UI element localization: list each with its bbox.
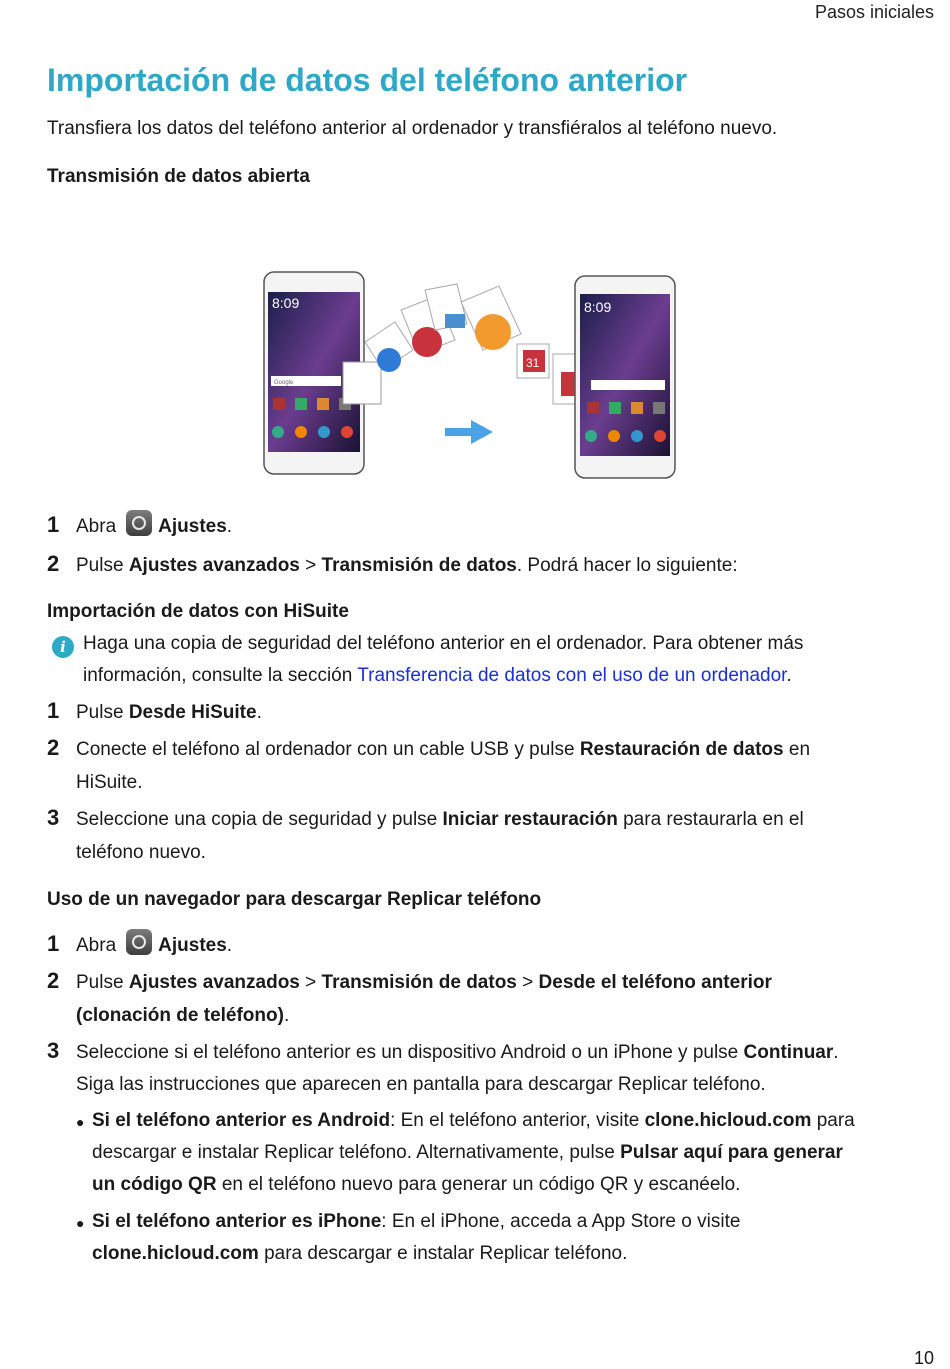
step-number: 2	[47, 551, 60, 576]
hisuite-step-3: Seleccione una copia de seguridad y pulse Iniciar restauración para restaurarla en el	[76, 809, 804, 830]
browser-step-2: Pulse Ajustes avanzados > Transmisión de datos > Desde el teléfono anterior	[76, 972, 772, 993]
settings-gear-icon	[126, 929, 152, 955]
bullet-iphone-line-2: clone.hicloud.com para descargar e instalar Replicar teléfono.	[92, 1243, 628, 1264]
browser-step-1: Abra Ajustes.	[76, 929, 232, 962]
page-title: Importación de datos del teléfono anterior	[47, 62, 688, 98]
calendar-day: 31	[526, 356, 540, 370]
info-icon: i	[52, 636, 74, 658]
settings-gear-icon	[126, 510, 152, 536]
browser-step-3: Seleccione si el teléfono anterior es un dispositivo Android o un iPhone y pulse Continuar.	[76, 1042, 839, 1063]
browser-step-2-cont: (clonación de teléfono).	[76, 1005, 290, 1026]
page-number: 10	[913, 1348, 934, 1368]
transfer-arrow-icon	[445, 420, 493, 444]
browser-step-3-cont: Siga las instrucciones que aparecen en pantalla para descargar Replicar teléfono.	[76, 1074, 766, 1095]
note-line-2: información, consulte la sección Transferencia de datos con el uso de un ordenador.	[83, 665, 792, 686]
bullet-android-line-3: un código QR en el teléfono nuevo para generar un código QR y escanéelo.	[92, 1174, 741, 1195]
bullet-dot: ●	[76, 1215, 85, 1231]
section-heading-open-transfer: Transmisión de datos abierta	[47, 166, 310, 187]
hisuite-step-2-cont: HiSuite.	[76, 772, 143, 793]
transfer-files-icon	[343, 284, 595, 404]
step-number: 2	[47, 968, 60, 993]
old-phone-clock: 8:09	[272, 295, 300, 311]
step-number: 3	[47, 805, 60, 830]
section-heading-browser: Uso de un navegador para descargar Replicar teléfono	[47, 889, 542, 910]
new-phone-icon	[575, 276, 675, 478]
bullet-iphone-line-1: Si el teléfono anterior es iPhone: En el iPhone, acceda a App Store o visite	[92, 1211, 741, 1232]
step-advanced-settings: Pulse Ajustes avanzados > Transmisión de datos. Podrá hacer lo siguiente:	[76, 555, 738, 576]
step-number: 3	[47, 1038, 60, 1063]
new-phone-clock: 8:09	[584, 299, 612, 315]
step-number: 2	[47, 735, 60, 760]
step-number: 1	[47, 698, 60, 723]
bullet-android-line-1: Si el teléfono anterior es Android: En el teléfono anterior, visite clone.hicloud.com para	[92, 1110, 855, 1131]
section-heading-hisuite: Importación de datos con HiSuite	[47, 601, 349, 622]
step-number: 1	[47, 512, 60, 537]
svg-text:Google: Google	[274, 380, 294, 386]
step-open-settings: Abra Ajustes.	[76, 510, 232, 543]
intro-paragraph: Transfiera los datos del teléfono anterior al ordenador y transfiéralos al teléfono nuevo.	[47, 118, 778, 139]
bullet-dot: ●	[76, 1114, 85, 1130]
step-number: 1	[47, 931, 60, 956]
bullet-android-line-2: descargar e instalar Replicar teléfono. Alternativamente, pulse Pulsar aquí para generar	[92, 1142, 843, 1163]
transfer-computer-link[interactable]: Transferencia de datos con el uso de un ordenador	[357, 665, 787, 686]
note-line-1: Haga una copia de seguridad del teléfono anterior en el ordenador. Para obtener más	[83, 633, 804, 654]
running-header: Pasos iniciales	[814, 2, 934, 22]
hisuite-step-2: Conecte el teléfono al ordenador con un cable USB y pulse Restauración de datos en	[76, 739, 811, 760]
hisuite-step-1: Pulse Desde HiSuite.	[76, 702, 262, 723]
data-transfer-illustration	[255, 262, 685, 484]
hisuite-step-3-cont: teléfono nuevo.	[76, 842, 206, 863]
